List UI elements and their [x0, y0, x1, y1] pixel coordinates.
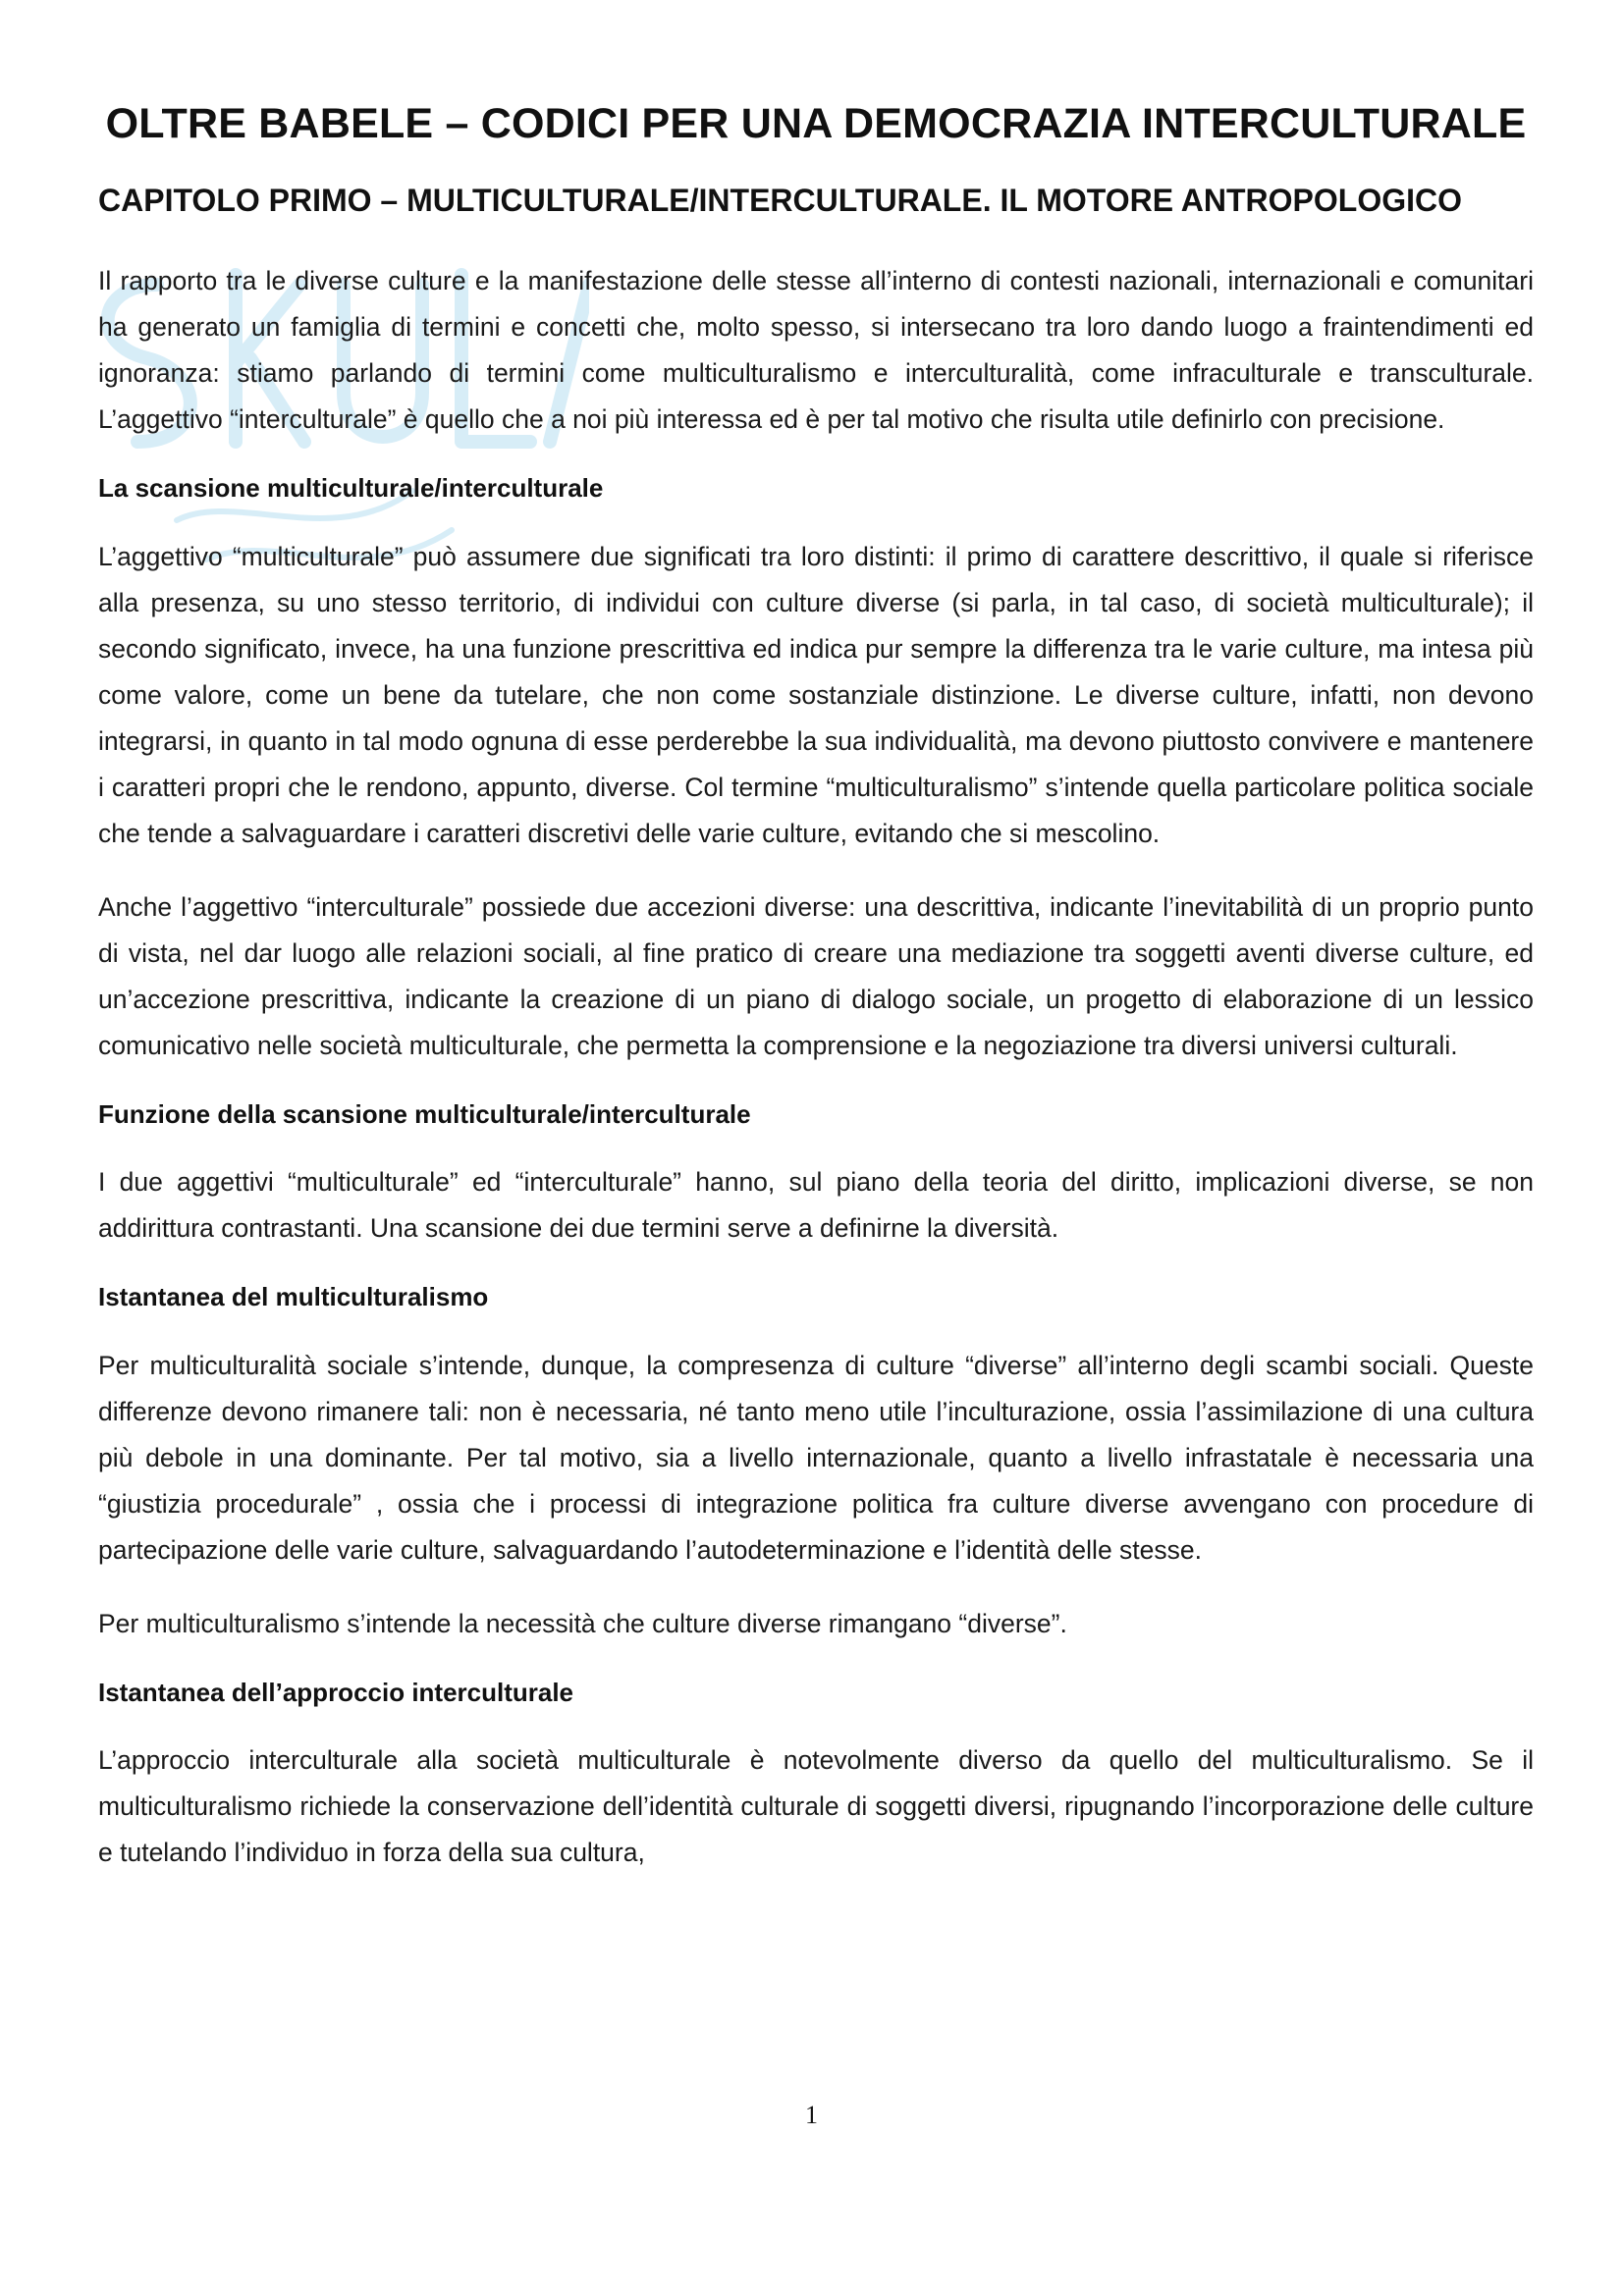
document-page — [98, 98, 1534, 1876]
body-paragraph: L’aggettivo “multiculturale” può assumere due significati tra loro distinti: il primo di carattere descrittivo, il quale si riferisce alla presenza, su uno stesso territorio, di individui con culture diverse (si parla, in tal caso, di società multiculturale); il secondo significato, invece, ha una funzione prescrittiva ed indica pur sempre la differenza tra le varie culture, ma intesa più come valore, come un bene da tutelare, che non come sostanziale distinzione. Le diverse culture, infatti, non devono integrarsi, in quanto in tal modo ognuna di esse perderebbe la sua individualità, ma devono piuttosto convivere e mantenere i caratteri propri che le rendono, appunto, diverse. Col termine “multiculturalismo” s’intende quella particolare politica sociale che tende a salvaguardare i caratteri discretivi delle varie culture, evitando che si mescolino. — [98, 541, 1534, 848]
section-heading: Funzione della scansione multiculturale/interculturale — [98, 1098, 751, 1129]
body-paragraph: Per multiculturalismo s’intende la necessità che culture diverse rimangano “diverse”. — [98, 1608, 1067, 1638]
section-heading: Istantanea del multiculturalismo — [98, 1282, 489, 1312]
page-number: 1 — [805, 2101, 818, 2129]
section-heading: La scansione multiculturale/interculturale — [98, 473, 604, 504]
intro-paragraph: Il rapporto tra le diverse culture e la manifestazione delle stesse all’interno di contesti nazionali, internazionali e comunitari ha generato un famiglia di termini e concetti che, molto spesso, si intersecano tra loro dando luogo a fraintendimenti ed ignoranza: stiamo parlando di termini come multiculturalismo e interculturalità, come infraculturale e transculturale. L’aggettivo “interculturale” è quello che a noi più interessa ed è per tal motivo che risulta utile definirlo con precisione. — [98, 266, 1534, 435]
section-heading: Istantanea dell’approccio interculturale — [98, 1677, 574, 1707]
body-paragraph: Anche l’aggettivo “interculturale” possiede due accezioni diverse: una descrittiva, indicante l’inevitabilità di un proprio punto di vista, nel dar luogo alle relazioni sociali, al fine pratico di creare una mediazione tra soggetti aventi diverse culture, ed un’accezione prescrittiva, indicante la creazione di un piano di dialogo sociale, un progetto di elaborazione di un lessico comunicativo nelle società multiculturale, che permetta la comprensione e la negoziazione tra diversi universi culturali. — [98, 891, 1534, 1060]
document-title: OLTRE BABELE – CODICI PER UNA DEMOCRAZIA INTERCULTURALE — [105, 100, 1527, 147]
body-paragraph: Per multiculturalità sociale s’intende, dunque, la compresenza di culture “diverse” all’interno degli scambi sociali. Queste differenze devono rimanere tali: non è necessaria, né tanto meno utile l’inculturazione, ossia l’assimilazione di una cultura più debole in una dominante. Per tal motivo, sia a livello internazionale, quanto a livello infrastatale è necessaria una “giustizia procedurale” , ossia che i processi di integrazione politica fra culture diverse avvengano con procedure di partecipazione delle varie culture, salvaguardando l’autodeterminazione e l’identità delle stesse. — [98, 1350, 1534, 1565]
body-paragraph: I due aggettivi “multiculturale” ed “interculturale” hanno, sul piano della teoria del diritto, implicazioni diverse, se non addirittura contrastanti. Una scansione dei due termini serve a definirne la diversità. — [98, 1167, 1534, 1244]
body-paragraph: L’approccio interculturale alla società multiculturale è notevolmente diverso da quello del multiculturalismo. Se il multiculturalismo richiede la conservazione dell’identità culturale di soggetti diversi, ripugnando l’incorporazione delle culture e tutelando l’individuo in forza della sua cultura, — [98, 1744, 1534, 1867]
chapter-title: CAPITOLO PRIMO – MULTICULTURALE/INTERCULTURALE. IL MOTORE ANTROPOLOGICO — [98, 182, 1462, 218]
